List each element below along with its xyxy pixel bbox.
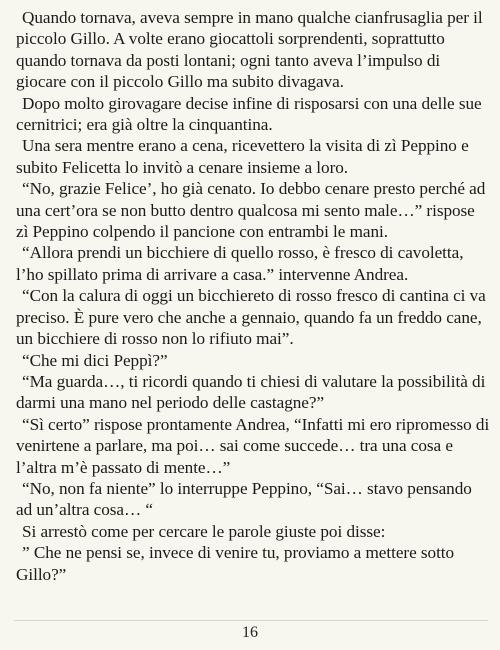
paragraph: “Con la calura di oggi un bicchiereto di rosso fresco di cantina ci va preciso. È pure vero che anche a gennaio, quando fa un freddo cane, un bicchiere di rosso non lo rifiuto mai”. [16,286,486,349]
paragraph: “Allora prendi un bicchiere di quello rosso, è fresco di cavoletta, l’ho spillato prima di arrivare a casa.” intervenne Andrea. [16,243,464,284]
paragraph: Una sera mentre erano a cena, ricevettero la visita di zì Peppino e subito Felicetta lo invitò a cenare insieme a loro. [16,136,469,177]
paragraph: Quando tornava, aveva sempre in mano qualche cianfrusaglia per il piccolo Gillo. A volte erano giocattoli sorprendenti, soprattutto quando tornava da posti lontani; ogni tanto aveva l’impulso di giocare con il piccolo Gillo ma subito divagava. [16,8,483,92]
paragraph: “Ma guarda…, ti ricordi quando ti chiesi di valutare la possibilità di darmi una mano nel periodo delle castagne?” [16,371,486,413]
paragraph: “Che mi dici Peppì?” [22,350,168,370]
paragraph: ” Che ne pensi se, invece di venire tu, proviamo a mettere sotto Gillo?” [16,543,455,584]
page-body-text [16,7,490,585]
paragraph: “No, non fa niente” lo interruppe Peppino, “Sai… stavo pensando ad un’altra cosa… “ [16,478,472,520]
paragraph: Si arrestò come per cercare le parole giuste poi disse: [22,521,386,541]
paragraph: Dopo molto girovagare decise infine di risposarsi con una delle sue cernitrici; era già oltre la cinquantina. [16,93,482,135]
paragraph: “Sì certo” rispose prontamente Andrea, “Infatti mi ero ripromesso di venirtene a parlare, ma poi… sai come succede… tra una cosa e l’altra m’è passato di mente…” [16,414,490,477]
footer-divider [14,620,488,621]
page-number: 16 [242,624,258,641]
paragraph: “No, grazie Felice’, ho già cenato. Io debbo cenare presto perché ad una cert’ora se non butto dentro qualcosa mi sento male…” rispose zì Peppino colpendo il pancione con entrambi le mani. [16,179,486,242]
